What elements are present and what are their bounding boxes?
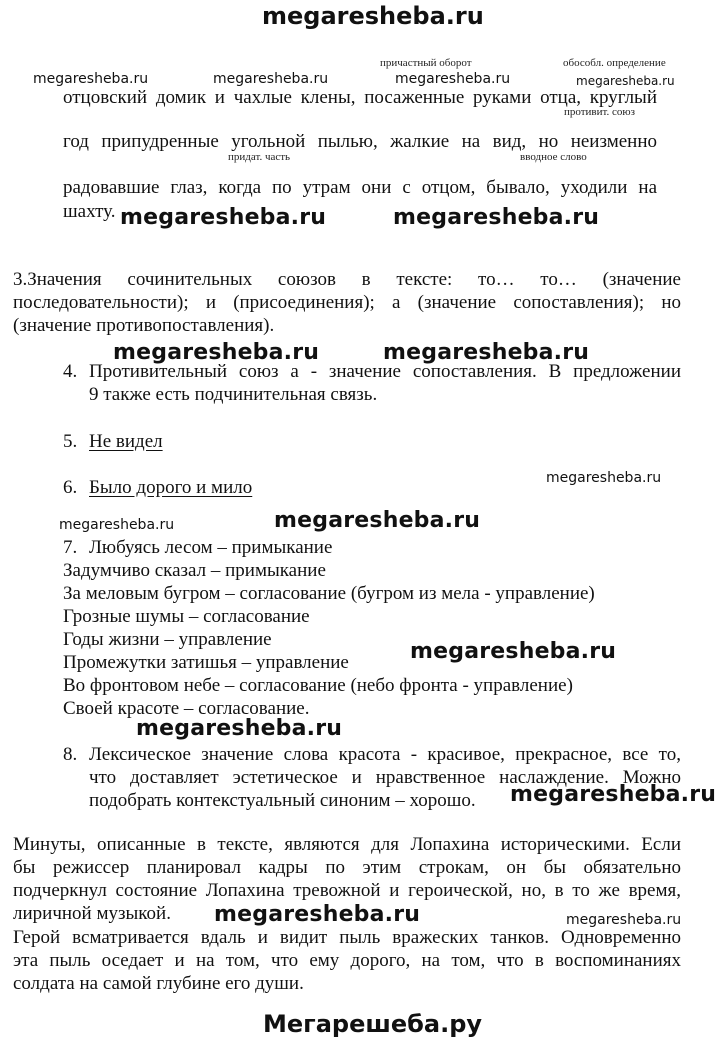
watermark: megaresheba.ru	[213, 71, 329, 87]
watermark: megaresheba.ru	[395, 71, 511, 87]
item4-line-1: Противительный союз а - значение сопоставления. В предложении	[89, 361, 681, 382]
item7-line: Годы жизни – управление	[63, 629, 272, 650]
watermark: megaresheba.ru	[120, 205, 327, 230]
annotation-isolated-definition: обособл. определение	[563, 57, 666, 69]
watermark: megaresheba.ru	[136, 716, 343, 741]
watermark: megaresheba.ru	[410, 639, 617, 664]
item5-number: 5.	[63, 431, 78, 452]
final-p2-line-3: солдата на самой глубине его души.	[13, 973, 304, 994]
item6-number: 6.	[63, 477, 78, 498]
final-p1-line-3: подчеркнул состояние Лопахина тревожной и героической, но, в то же время,	[13, 880, 681, 901]
sentence-line-4: шахту.	[63, 201, 116, 222]
item4-line-2: 9 также есть подчинительная связь.	[89, 384, 378, 405]
watermark: megaresheba.ru	[214, 902, 421, 927]
final-p1-line-2: бы режиссер планировал кадры по этим строкам, он бы обязательно	[13, 857, 681, 878]
final-p1-line-4: лиричной музыкой.	[13, 903, 171, 924]
watermark: megaresheba.ru	[510, 782, 717, 807]
final-p1-line-1: Минуты, описанные в тексте, являются для Лопахина историческими. Если	[13, 834, 681, 855]
item7-line: Задумчиво сказал – примыкание	[63, 560, 326, 581]
watermark: megaresheba.ru	[383, 340, 590, 365]
watermark: megaresheba.ru	[546, 470, 662, 486]
item7-line: Во фронтовом небе – согласование (небо фронта - управление)	[63, 675, 573, 696]
watermark: megaresheba.ru	[566, 912, 682, 928]
watermark: megaresheba.ru	[274, 508, 481, 533]
item8-line-1: Лексическое значение слова красота - красивое, прекрасное, все то,	[89, 744, 681, 765]
item8-number: 8.	[63, 744, 78, 765]
sentence-line-1: отцовский домик и чахлые клены, посаженные руками отца, круглый	[63, 87, 657, 108]
item7-line: Любуясь лесом – примыкание	[89, 537, 333, 558]
item4-number: 4.	[63, 361, 78, 382]
item6-text: Было дорого и мило	[89, 477, 253, 498]
annotation-adversative: противит. союз	[564, 106, 635, 118]
watermark: megaresheba.ru	[393, 205, 600, 230]
item7-line: Своей красоте – согласование.	[63, 698, 310, 719]
item7-number: 7.	[63, 537, 78, 558]
header-site-title: megaresheba.ru	[262, 2, 484, 30]
item3-line-3: (значение противопоставления).	[13, 315, 275, 336]
final-p2-line-2: эта пыль оседает и на том, что ему дорого, на том, что в воспоминаниях	[13, 950, 681, 971]
item3-line-1: 3.Значения сочинительных союзов в тексте: то… то… (значение	[13, 269, 681, 290]
annotation-introductory: вводное слово	[520, 151, 587, 163]
annotation-participial: причастный оборот	[380, 57, 472, 69]
sentence-line-2: год припудренные угольной пылью, жалкие на вид, но неизменно	[63, 131, 657, 152]
item7-line: За меловым бугром – согласование (бугром из мела - управление)	[63, 583, 595, 604]
final-p2-line-1: Герой всматривается вдаль и видит пыль вражеских танков. Одновременно	[13, 927, 681, 948]
watermark: megaresheba.ru	[33, 71, 149, 87]
sentence-line-3: радовавшие глаз, когда по утрам они с отцом, бывало, уходили на	[63, 177, 657, 198]
item8-line-2: что доставляет эстетическое и нравственное наслаждение. Можно	[89, 767, 681, 788]
item3-line-2: последовательности); и (присоединения); а (значение сопоставления); но	[13, 292, 681, 313]
watermark: megaresheba.ru	[59, 517, 175, 533]
watermark: megaresheba.ru	[113, 340, 320, 365]
footer-site-title: Мегарешеба.ру	[263, 1010, 483, 1038]
item7-line: Промежутки затишья – управление	[63, 652, 349, 673]
annotation-subordinate: придат. часть	[228, 151, 291, 163]
watermark: megaresheba.ru	[576, 74, 675, 88]
item7-line: Грозные шумы – согласование	[63, 606, 310, 627]
item5-text: Не видел	[89, 431, 163, 452]
item8-line-3: подобрать контекстуальный синоним – хорошо.	[89, 790, 476, 811]
